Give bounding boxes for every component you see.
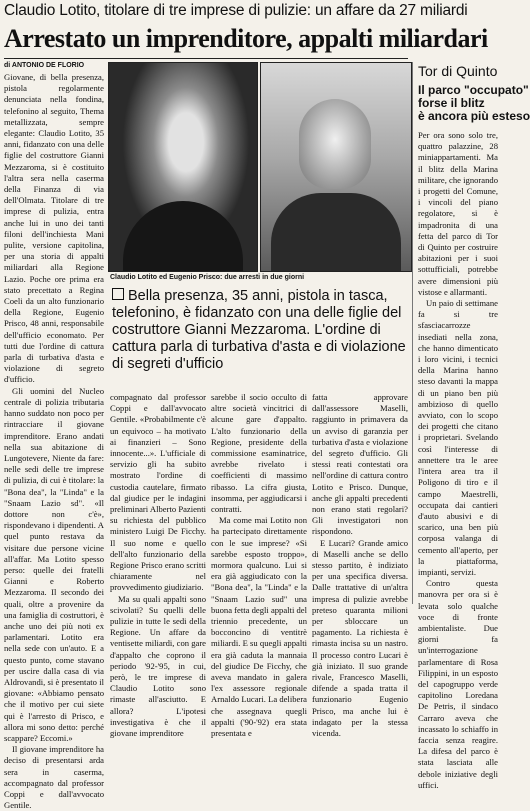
article-column-4 xyxy=(312,392,408,739)
paragraph: Un paio di settimane fa si tre sfasciacarrozze insediati nella zona, che hanno dimenticato i loro vicini, i tecnici della Marina hanno steso davanti la mappa di un piano ben più ambizioso di quello avviato, con lo scopo dei progetti che citano i proprietari. Svelando così l'interesse di annettere tra le aree l'intera area tra il Poligono di tiro e il campo Maestrelli, occupata dai cantieri d'auto abusivi e di scarico, una ben più corposa valanga di cemento all'aperto, per la piattaforma, impianti, servizi. xyxy=(418,298,498,577)
paragraph: Contro questa manovra per ora si è levata solo qualche voce di fronte ambientaliste. Due giorni fa un'interrogazione parlamentare di Rosa Filippini, in un esposto del capogruppo verde capitolino Loredana De Petris, il sindaco Carraro aveva che incassato lo schiaffo in faccia senza reagire. La difesa del parco è stata lasciata alle debole iniziative degli uffici. xyxy=(418,578,498,790)
sidebar-body xyxy=(418,130,498,790)
article-column-3 xyxy=(211,392,307,739)
divider xyxy=(4,58,408,59)
article-column-2 xyxy=(110,392,206,739)
photo-eugenio-prisco xyxy=(260,62,412,272)
paragraph: Gli uomini del Nucleo centrale di polizia tributaria hanno suddato non poco per rintracciare il giovane imprenditore. Erano andati nella sua abitazione di Lungotevere, Niente da fare: nelle sedi delle tre imprese di pulizia, di cui è titolare: la "Bona dea", la "Linda" e la "Snaam Lazio sd". «Il dottore non c'è», rispondevano i dipendenti. A quel punto restava da visitare due persone vicine all'affar. Ma Lotito spesso perso: quelle dei fratelli Gianni e Roberto Mezzaroma. Il secondo dei quali, oltre a provenire da una famiglia di costruttori, è anche uno dei più noti ex parlamentari. Lotito era nella sede con un'auto. E a questo punto, come stavano per uscire dalla casa di via Aldrovandi, si è presentato il giovane: «Abbiamo pensato che il motivo per cui siete qui è l'arresto di Prisco, e allora mi sono detto: perché scappare? Eccomi.» xyxy=(4,385,104,743)
byline: di ANTONIO DE FLORIO xyxy=(4,62,85,69)
lead-paragraph xyxy=(112,288,412,373)
paragraph: Il giovane imprenditore ha deciso di presentarsi arda sera in caserma, accompagnato dal professor Coppi e dall'avvocato Gentile. xyxy=(4,744,104,811)
article-column-1 xyxy=(4,72,104,811)
article-headline: Arrestato un imprenditore, appalti miliardari xyxy=(4,24,488,53)
sidebar-subtitle xyxy=(418,83,530,123)
paragraph: compagnato dal professor Coppi e dall'avvocato Gentile. «Probabilmente c'è un equivoco – ha motivato ai finanzieri – Sono innocente...». L'ufficiale di servizio gli ha subito mostrato l'ordine di custodia cautelare, firmato dal giudice per le indagini preliminari Alberto Pazienti su richiesta del pubblico ministero Luigi De Ficchy. Il suo nome e quello dell'alto funzionario della Regione Prisco erano scritti chiaramente nel provvedimento giudiziario. xyxy=(110,392,206,593)
sidebar-subtitle-line: è ancora più esteso xyxy=(418,109,530,123)
photo-caption: Claudio Lotito ed Eugenio Prisco: due arresti in due giorni xyxy=(110,274,305,281)
photo-claudio-lotito xyxy=(108,62,258,272)
square-bullet-icon xyxy=(112,288,124,300)
lead-text: Bella presenza, 35 anni, pistola in tasca, telefonino, è fidanzato con una delle figlie del costruttore Gianni Mezzaroma. L'ordine di cattura parla di turbativa d'asta e di violazione di segreti d'ufficio xyxy=(112,288,406,372)
article-kicker: Claudio Lotito, titolare di tre imprese di pulizie: un affare da 27 miliardi xyxy=(4,2,468,19)
paragraph: sarebbe il socio occulto di altre società vincitrici di alcune gare d'appalto. L'alto funzionario della Regione, presidente della commissione esaminatrice, avrebbe rivelato i coefficienti di massimo ribasso. La cifra giusta, insomma, per aggiudicarsi i contratti. xyxy=(211,392,307,515)
paragraph: Per ora sono solo tre, quattro palazzine, 28 miniappartamenti. Ma il blitz della Marina militare, che ignorando i progetti del Comune, i vincoli del piano regolatore, si è impadronita di una fetta del parco di Tor di Quinto per costruire abitazioni per i suoi sottufficiali, potrebbe avere dimensioni più vistose e allarmanti. xyxy=(418,130,498,297)
paragraph: Ma su quali appalti sono scivolati? Su quelli delle pulizie in tutte le sedi della Regione. Un affare da ventisette miliardi, con gare d'appalto che coprono il periodo '92-'95, in cui, però, le tre imprese di Claudio Lotito sono rimaste all'asciutto. E allora? L'ipotesi investigativa è che il giovane imprenditore xyxy=(110,593,206,739)
paragraph: Giovane, di bella presenza, pistola regolarmente denunciata nella fondina, telefonino al seguito, Thema metallizzata, sempre elegante: Claudio Lotito, 35 anni, fidanzato con una delle figlie del costruttore Gianni Mezzaroma, si è costituito l'altra sera nella caserma della Finanza di via dell'Olmata. Titolare di tre imprese di pulizia, entra anche lui in uno dei tanti filoni dell'inchiesta Mani pulite, versione capitolina, per una storia di appalti miliardari alla Regione Lazio. Poche ore prima era stato precettato a Regina Coeli da un alto funzionario della Regione, Eugenio Prisco, 48 anni, responsabile dell'ufficio economato. Per tutti due l'ordine di cattura parla di turbativa d'asta e violazione di segreto d'ufficio. xyxy=(4,72,104,385)
sidebar-title: Tor di Quinto xyxy=(418,63,498,79)
paragraph: fatta approvare dall'assessore Maselli, raggiunto in primavera da un avviso di garanzia per turbativa d'asta e violazione del segreto d'ufficio. Gli stessi reati contestati ora nell'ordine di cattura contro Lotito e Prisco. Dunque, anche gli appalti precedenti non erano stati regolari? Gli investigatori non rispondono. xyxy=(312,392,408,537)
paragraph: Ma come mai Lotito non ha partecipato direttamente con le sue imprese? «Si sarebbe esposto troppo», mormora qualcuno. Lui si era già aggiudicato con la "Bona dea", la "Linda" e la "Snaam Lazio sud" una buona fetta degli appalti del triennio precedente, un bocconcino di ventitrè miliardi. E su quegli appalti era già caduta la mannaia del giudice De Ficchy, che aveva mandato in galera l'ex assessore regionale Arnaldo Lucari. La delibera che assegnava quegli appalti ('90-'92) era stata presentata e xyxy=(211,515,307,739)
sidebar-subtitle-line: Il parco "occupato" xyxy=(418,83,529,97)
paragraph: E Lucari? Grande amico di Maselli anche se dello stesso partito, è indiziato per una specifica diversa. Dalle trattative di un'altra impresa di pulizie avrebbe preteso quaranta milioni per sbloccare un pagamento. La richiesta è rimasta incisa su un nastro. Il processo contro Lucari è già iniziato. Il suo grande rivale, Francesco Maselli, difende a spada tratta il funzionario Eugenio Prisco, ma anche lui è indagato per la stessa vicenda. xyxy=(312,537,408,739)
sidebar-subtitle-line: forse il blitz xyxy=(418,96,485,110)
